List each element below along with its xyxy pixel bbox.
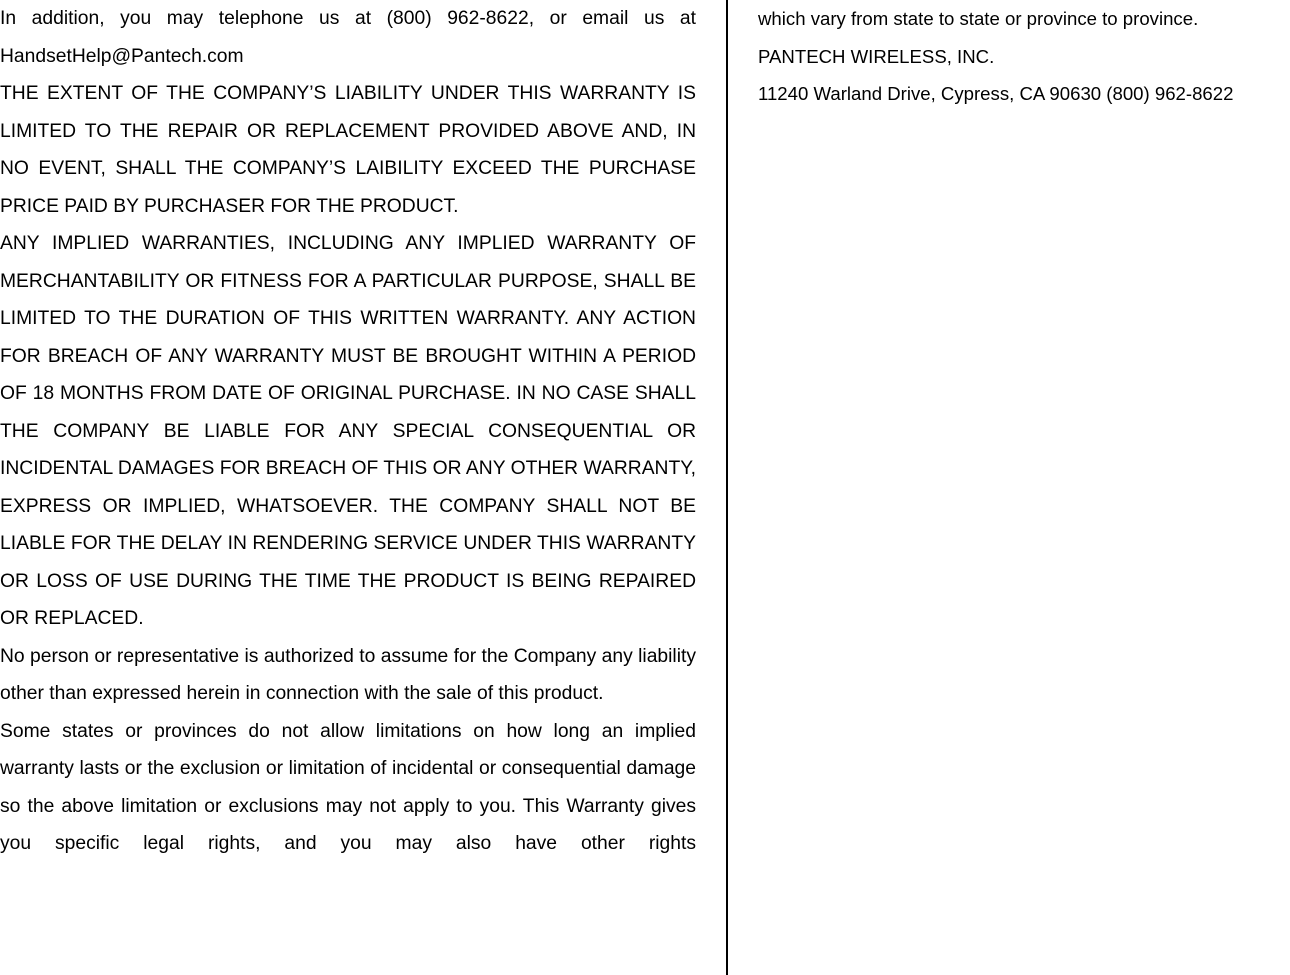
right-column bbox=[758, 0, 1290, 113]
company-address: 11240 Warland Drive, Cypress, CA 90630 (800) 962-8622 bbox=[758, 83, 1234, 104]
liability-limit-paragraph: THE EXTENT OF THE COMPANY’S LIABILITY UNDER THIS WARRANTY IS LIMITED TO THE REPAIR OR REPLACEMENT PROVIDED ABOVE AND, IN NO EVENT, SHALL THE COMPANY’S LAIBILITY EXCEED THE PURCHASE PRICE PAID BY PURCHASER FOR THE PRODUCT. bbox=[0, 83, 696, 217]
state-rights-paragraph: Some states or provinces do not allow limitations on how long an implied warranty lasts or the exclusion or limitation of incidental or consequential damage so the above limitation or exclusions may not apply to you. This Warranty gives you specific legal rights, and you may also have other rights bbox=[0, 720, 696, 854]
continuation-text: which vary from state to state or province to province. bbox=[758, 8, 1199, 29]
contact-paragraph: In addition, you may telephone us at (800) 962-8622, or email us at HandsetHelp@Pantech.com bbox=[0, 8, 696, 67]
no-representative-paragraph: No person or representative is authorized to assume for the Company any liability other than expressed herein in connection with the sale of this product. bbox=[0, 645, 696, 704]
company-name: PANTECH WIRELESS, INC. bbox=[758, 45, 995, 67]
left-column bbox=[0, 0, 696, 863]
implied-warranties-paragraph: ANY IMPLIED WARRANTIES, INCLUDING ANY IMPLIED WARRANTY OF MERCHANTABILITY OR FITNESS FOR A PARTICULAR PURPOSE, SHALL BE LIMITED TO THE DURATION OF THIS WRITTEN WARRANTY. ANY ACTION FOR BREACH OF ANY WARRANTY MUST BE BROUGHT WITHIN A PERIOD OF 18 MONTHS FROM DATE OF ORIGINAL PURCHASE. IN NO CASE SHALL THE COMPANY BE LIABLE FOR ANY SPECIAL CONSEQUENTIAL OR INCIDENTAL DAMAGES FOR BREACH OF THIS OR ANY OTHER WARRANTY, EXPRESS OR IMPLIED, WHATSOEVER. THE COMPANY SHALL NOT BE LIABLE FOR THE DELAY IN RENDERING SERVICE UNDER THIS WARRANTY OR LOSS OF USE DURING THE TIME THE PRODUCT IS BEING REPAIRED OR REPLACED. bbox=[0, 233, 696, 629]
column-divider bbox=[726, 0, 728, 975]
